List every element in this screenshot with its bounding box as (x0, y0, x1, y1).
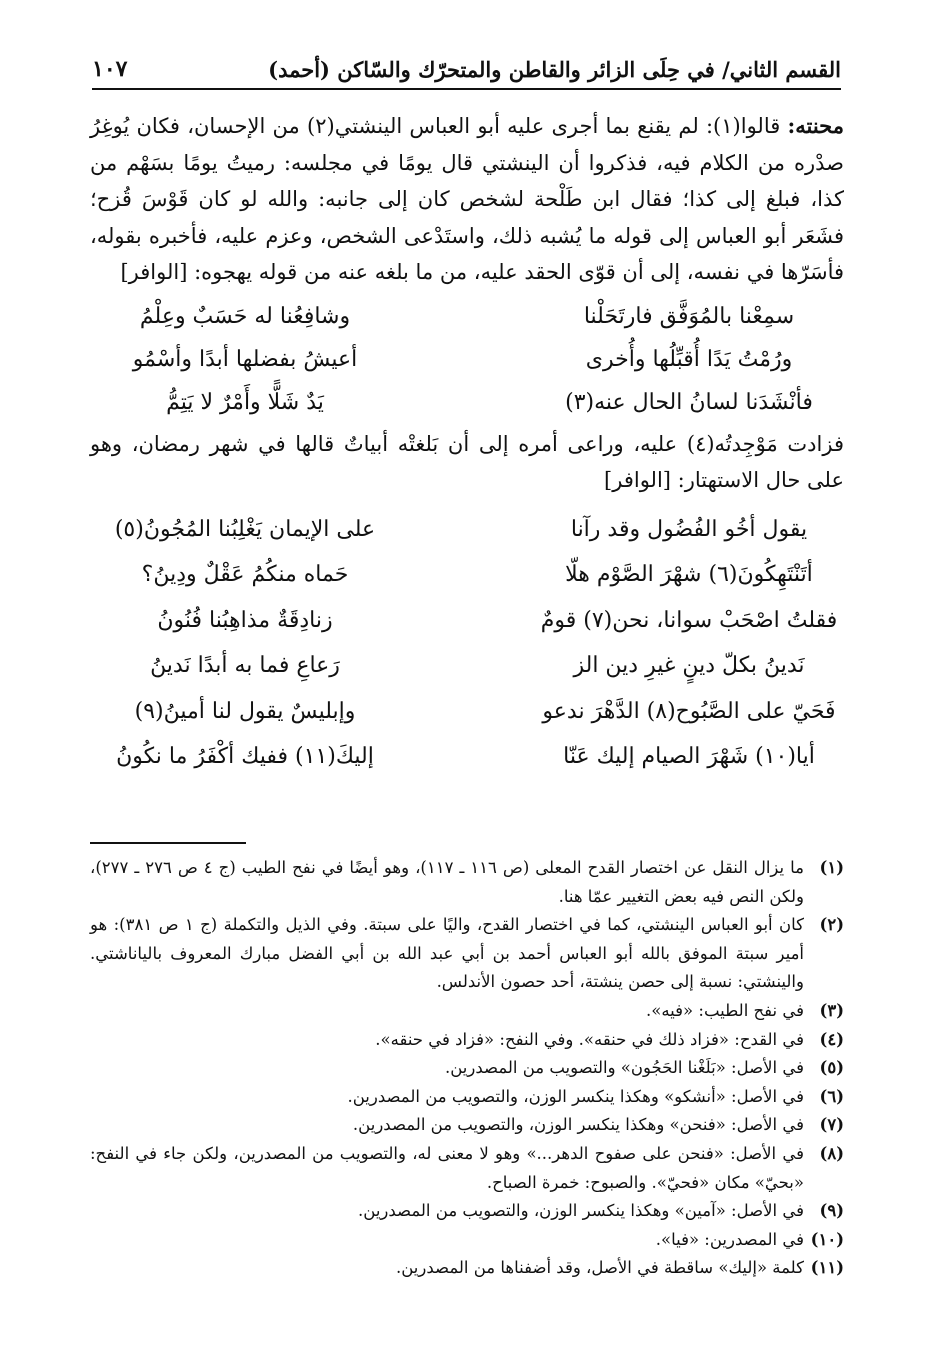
paragraph-text: قالوا(١): لم يقنع بما أجرى عليه أبو العباس الينشتي(٢) من الإحسان، فكان يُوغِرُ صدْره من الكلام فيه، فذكروا أن الينشتي قال يومًا في مجلسه: رميتُ يومًا بسَهْم من كذا، فبلغ إلى كذا؛ فقال ابن طَلْحة لشخص كان إلى جانبه: والله لو كان قَوْسَ قُزح؛ فشَعَر أبو العباس إلى قوله ما يُشبه ذلك، واستَدْعى الشخص، وعزم عليه، فأخبره بقوله، فأسَرّها في نفسه، إلى أن قوّى الحقد عليه، من ما بلغه عنه من قوله يهجوه: [الوافر] (90, 114, 844, 284)
footnote-text: في المصدرين: «فيا». (655, 1229, 804, 1249)
footnote (90, 1026, 844, 1055)
verse-line (90, 734, 844, 780)
first-hemistich: فقلتُ اصْحَبْ سوانا، نحن(٧) قومٌ (540, 607, 838, 633)
verse-line (90, 295, 844, 338)
footnote-number: (٣) (819, 1000, 844, 1020)
footnote-text: في الأصل: «بَلَغْنا الحَجُون» والتصويب من المصدرين. (444, 1058, 804, 1078)
first-hemistich: سمِعْنا بالمُوَفَّق فارتَحَلْنا (583, 303, 795, 329)
second-hemistich: وإبليسٌ يقول لنا أمينُ(٩) (134, 698, 356, 724)
footnote-number: (١) (819, 858, 844, 877)
second-hemistich: إليكَ(١١) ففيك أكْفَرُ ما نكُونُ (116, 744, 374, 769)
verse-line (90, 689, 844, 735)
footnote-number: (٧) (819, 1115, 844, 1135)
footnote-number: (٩) (819, 1201, 844, 1221)
first-hemistich: أيا(١٠) شَهْرَ الصيام إليك عَنّا (563, 744, 815, 769)
footnote (90, 997, 844, 1026)
footnote (90, 1054, 844, 1083)
verse-line (90, 507, 844, 553)
running-title: القسم الثاني/ في حِلَى الزائر والقاطن والمتحرّك والسّاكن (أحمد) (268, 57, 841, 82)
verse-line (90, 338, 844, 381)
verse-line (90, 643, 844, 689)
footnote-number: (٨) (819, 1143, 844, 1163)
first-hemistich: فَحَيّ على الصَّبُوح(٨) الدَّهْرَ ندعو (542, 698, 836, 724)
footnote-divider (90, 842, 246, 844)
footnote-number: (١٠) (810, 1229, 844, 1249)
first-hemistich: نَدينُ بكلّ دينٍ غيرِ دين الز (573, 653, 805, 678)
second-hemistich: زنادِقَةٌ مذاهِبُنا فُنُونُ (157, 607, 333, 633)
footnote (90, 1111, 844, 1140)
second-hemistich: رَعاعِ فما به أبدًا نَدينُ (150, 653, 340, 678)
prose-paragraph-1 (90, 108, 844, 291)
second-hemistich: على الإيمان يَغْلِبُنا المُجُونُ(٥) (114, 516, 376, 542)
footnote-text: كان أبو العباس الينشتي، كما في اختصار القدح، واليًا على سبتة. وفي الذيل والتكملة (ج ١ ص ٣٨١): هو أمير سبتة الموفق بالله أبو العباس أحمد بن أبي عبد الله بن أبي الفضل مبارك المعروف بالياناشتي. والينشتي: نسبة إلى حصن ينشتة، أحد حصون الأندلس. (90, 915, 804, 992)
page-number: ١٠٧ (92, 56, 128, 82)
first-hemistich: أتَنْتَهِكُونَ(٦) شهْرَ الصَّوْم هلّا (565, 562, 813, 587)
verse-line (90, 598, 844, 644)
running-header (92, 52, 841, 90)
section-lead: محنته: (787, 113, 844, 138)
footnote-text: في القدح: «فزاد ذلك في حنقه». وفي النفح: «فزاد في حنقه». (375, 1029, 804, 1049)
footnote (90, 1083, 844, 1112)
footnote-number: (١١) (810, 1258, 844, 1278)
footnote (90, 911, 844, 997)
footnote-text: في الأصل: «آمين» وهكذا ينكسر الوزن، والتصويب من المصدرين. (358, 1201, 804, 1221)
prose-paragraph-2 (90, 426, 844, 499)
second-hemistich: يَدٌ شَلًّا وأَمْرٌ لا يَتِمُّ (166, 389, 324, 415)
poem-2 (90, 507, 844, 780)
footnotes (90, 854, 844, 1283)
footnote-text: ما يزال النقل عن اختصار القدح المعلى (ص ١١٦ ـ ١١٧)، وهو أيضًا في نفح الطيب (ج ٤ ص ٢٧٦ ـ ٢٧٧)، ولكن النص فيه بعض التغيير عمّا هنا. (90, 858, 804, 906)
verse-line (90, 381, 844, 424)
verse-line (90, 552, 844, 598)
first-hemistich: فأنْشَدَنا لسانُ الحال عنه(٣) (565, 389, 813, 415)
footnote-number: (٦) (819, 1086, 844, 1106)
footnote-text: في الأصل: «فنحن» وهكذا ينكسر الوزن، والتصويب من المصدرين. (352, 1115, 804, 1135)
paragraph-text: فزادت مَوْجِدتُه(٤) عليه، وراعى أمره إلى أن بَلغتْه أبياتٌ قالها في شهر رمضان، وهو على حال الاستهتار: [الوافر] (90, 431, 844, 492)
footnote-number: (٢) (819, 915, 844, 935)
footnote (90, 1140, 844, 1197)
footnote (90, 854, 844, 911)
main-text (90, 108, 844, 782)
second-hemistich: وشافِعُنا له حَسَبٌ وعِلْمُ (139, 303, 351, 329)
poem-1 (90, 295, 844, 424)
footnote (90, 1197, 844, 1226)
second-hemistich: أعيشُ بفضلها أبدًا وأسْمُو (132, 346, 358, 372)
footnote-text: كلمة «إليك» ساقطة في الأصل، وقد أضفناها من المصدرين. (395, 1258, 804, 1278)
footnote-number: (٥) (819, 1058, 844, 1078)
second-hemistich: حَماه منكُمُ عَقْلٌ ودِينُ؟ (141, 562, 349, 587)
footnote (90, 1254, 844, 1283)
footnote-text: في الأصل: «أنشكو» وهكذا ينكسر الوزن، والتصويب من المصدرين. (347, 1086, 804, 1106)
first-hemistich: يقول أخُو الفُضُول وقد رآنا (570, 516, 808, 542)
footnote (90, 1226, 844, 1255)
footnote-text: في الأصل: «فنحن على صفوح الدهر...» وهو لا معنى له، والتصويب من المصدرين، ولكن جاء في النفح: «بحيّ» مكان «فحيّ». والصبوح: خمرة الصباح. (90, 1143, 804, 1192)
footnote-text: في نفح الطيب: «فيه». (646, 1000, 804, 1020)
first-hemistich: ورُمْتُ يَدًا أُقبِّلُها وأُخرى (585, 346, 793, 372)
footnote-number: (٤) (819, 1029, 844, 1049)
